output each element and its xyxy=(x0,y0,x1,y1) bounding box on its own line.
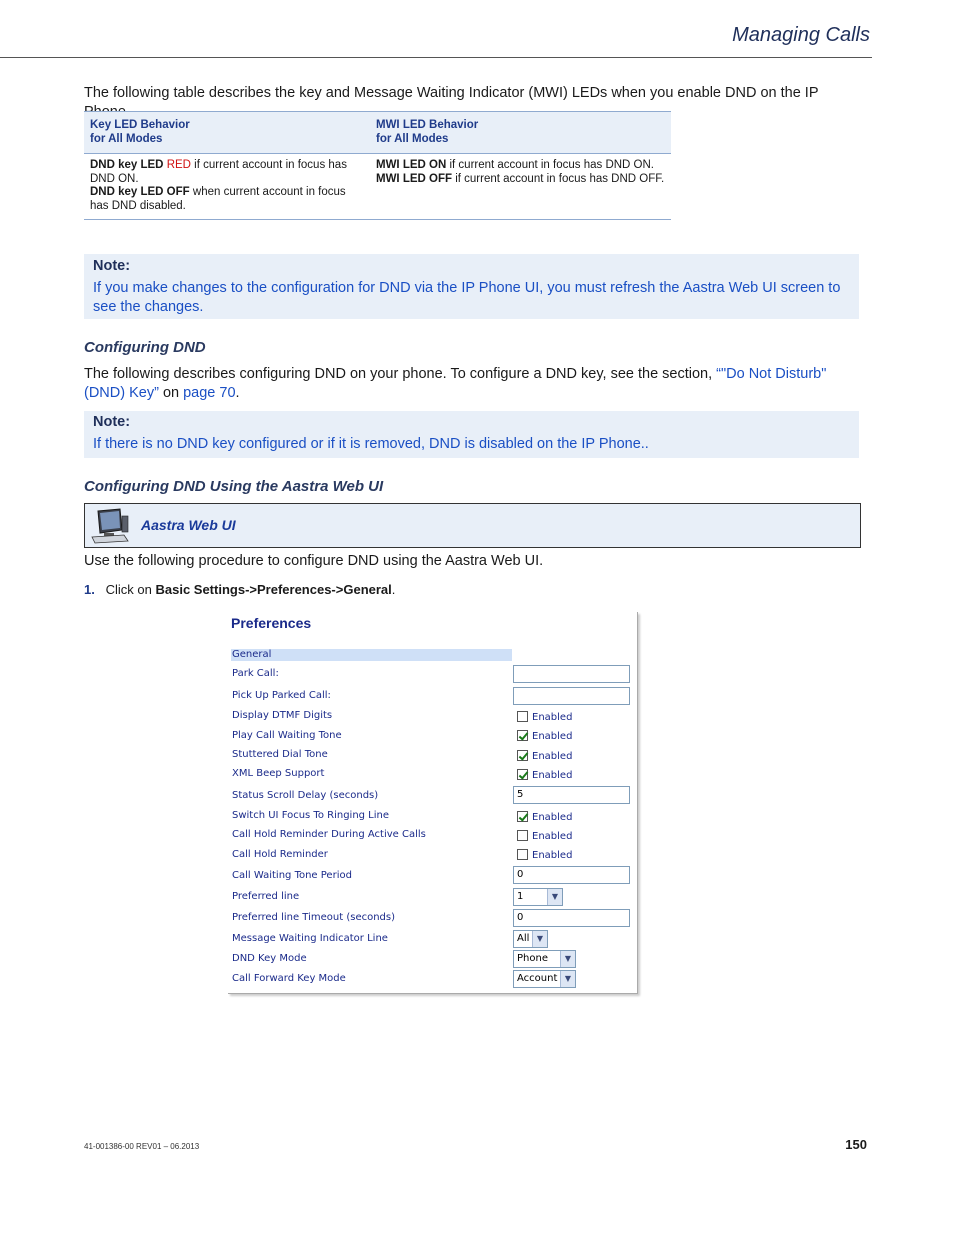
header-text: Key LED Behavior xyxy=(90,119,190,131)
enabled-label: Enabled xyxy=(532,770,573,781)
play-call-waiting-tone-option xyxy=(517,730,572,742)
table-cell-mwi-led xyxy=(370,154,671,220)
intro-paragraph: The following table describes the key and Message Waiting Indicator (MWI) LEDs when you enable DND on the IP xyxy=(84,85,819,101)
para-text: on xyxy=(158,385,184,401)
display-dtmf-digits-checkbox[interactable] xyxy=(517,711,528,722)
dnd-key-mode-label: DND Key Mode xyxy=(232,953,307,964)
general-section-header: General xyxy=(231,649,512,661)
para-text: The following describes configuring DND on your phone. To configure a DND key, see the section, xyxy=(84,366,717,382)
cell-text: if current account in focus has DND OFF. xyxy=(452,172,665,185)
section-heading-configuring-dnd: Configuring DND xyxy=(84,339,206,356)
display-dtmf-digits-option xyxy=(517,711,572,723)
mwi-line-label: Message Waiting Indicator Line xyxy=(232,933,388,944)
chevron-down-icon: ▼ xyxy=(560,951,575,967)
play-call-waiting-tone-label: Play Call Waiting Tone xyxy=(232,730,342,741)
cell-text: when current account in focus has DND disabled. xyxy=(90,186,346,212)
computer-monitor-icon xyxy=(90,508,130,544)
pick-up-parked-call-input[interactable] xyxy=(513,687,630,705)
cell-text: if current account in focus has DND ON. xyxy=(446,159,654,171)
xml-beep-support-checkbox[interactable] xyxy=(517,769,528,780)
table-cell-key-led xyxy=(84,154,370,220)
call-forward-key-mode-select[interactable] xyxy=(513,970,576,988)
note-text: If you make changes to the configuration for DND via the IP Phone UI, you must refresh the Aastra Web UI screen to see the changes. xyxy=(93,280,841,315)
preferences-title: Preferences xyxy=(231,615,312,631)
mwi-line-select[interactable] xyxy=(513,930,548,948)
chevron-down-icon: ▼ xyxy=(532,931,547,947)
page-header-title: Managing Calls xyxy=(732,24,870,46)
step-1 xyxy=(84,582,395,597)
call-hold-reminder-label: Call Hold Reminder xyxy=(232,849,328,860)
select-value: All xyxy=(517,933,530,944)
table-header-mwi-led xyxy=(370,112,671,154)
note-title: Note: xyxy=(93,258,131,274)
preferred-line-timeout-input[interactable]: 0 xyxy=(513,909,630,927)
preferred-line-select[interactable] xyxy=(513,888,563,906)
park-call-input[interactable] xyxy=(513,665,630,683)
configuring-dnd-paragraph xyxy=(84,365,868,403)
stuttered-dial-tone-option xyxy=(517,750,572,762)
cell-bold-text: DND key LED OFF xyxy=(90,186,190,198)
select-value: Phone xyxy=(517,953,548,964)
enabled-label: Enabled xyxy=(532,812,573,823)
note-box-no-dnd-key xyxy=(84,411,859,458)
cell-bold-text: MWI LED OFF xyxy=(376,172,453,185)
cell-text: if current account in focus has DND ON. xyxy=(90,159,347,185)
call-hold-reminder-option xyxy=(517,849,572,861)
enabled-label: Enabled xyxy=(532,831,573,842)
procedure-paragraph: Use the following procedure to configure DND using the Aastra Web UI. xyxy=(84,553,544,569)
select-value: 1 xyxy=(517,891,524,902)
enabled-label: Enabled xyxy=(532,850,573,861)
status-scroll-delay-input[interactable]: 5 xyxy=(513,786,630,804)
step-number: 1. xyxy=(84,582,95,597)
enabled-label: Enabled xyxy=(532,731,573,742)
dnd-key-mode-select[interactable] xyxy=(513,950,576,968)
dnd-key-section-link[interactable]: “"Do Not Disturb" (DND) Key” xyxy=(84,366,827,401)
table-header-key-led xyxy=(84,112,370,154)
step-text: Click on xyxy=(105,582,156,597)
status-scroll-delay-label: Status Scroll Delay (seconds) xyxy=(232,790,379,801)
step-text: . xyxy=(391,582,396,597)
header-text: for All Modes xyxy=(376,132,449,145)
call-forward-key-mode-label: Call Forward Key Mode xyxy=(232,973,346,984)
para-text: . xyxy=(235,385,240,401)
header-text: MWI LED Behavior xyxy=(376,119,479,131)
chevron-down-icon: ▼ xyxy=(547,889,562,905)
step-menu-path: Basic Settings->Preferences->General xyxy=(155,582,392,597)
stuttered-dial-tone-label: Stuttered Dial Tone xyxy=(232,749,328,760)
chevron-down-icon: ▼ xyxy=(560,971,575,987)
call-hold-reminder-active-label: Call Hold Reminder During Active Calls xyxy=(232,829,426,840)
aastra-web-ui-label: Aastra Web UI xyxy=(141,517,236,533)
preferred-line-timeout-label: Preferred line Timeout (seconds) xyxy=(232,912,396,923)
enabled-label: Enabled xyxy=(532,751,573,762)
preferred-line-label: Preferred line xyxy=(232,891,300,902)
cell-red-text: RED xyxy=(166,159,191,171)
call-hold-reminder-active-checkbox[interactable] xyxy=(517,830,528,841)
switch-ui-focus-checkbox[interactable] xyxy=(517,811,528,822)
call-waiting-tone-period-label: Call Waiting Tone Period xyxy=(232,870,352,881)
note-text: If there is no DND key configured or if it is removed, DND is disabled on the IP Phone.. xyxy=(93,436,649,452)
note-title: Note: xyxy=(93,414,131,430)
call-hold-reminder-active-option xyxy=(517,830,572,842)
footer-document-id: 41-001386-00 REV01 – 06.2013 xyxy=(84,1142,200,1151)
aastra-web-ui-box xyxy=(84,503,861,548)
table-row xyxy=(84,154,671,220)
table-header-row xyxy=(84,112,671,154)
xml-beep-support-option xyxy=(517,769,572,781)
page-70-link[interactable]: page 70 xyxy=(183,385,236,401)
header-text: for All Modes xyxy=(90,132,163,145)
cell-bold-text: DND key LED xyxy=(90,159,167,171)
section-heading-web-ui: Configuring DND Using the Aastra Web UI xyxy=(84,478,384,495)
enabled-label: Enabled xyxy=(532,712,573,723)
play-call-waiting-tone-checkbox[interactable] xyxy=(517,730,528,741)
display-dtmf-digits-label: Display DTMF Digits xyxy=(232,710,333,721)
switch-ui-focus-label: Switch UI Focus To Ringing Line xyxy=(232,810,390,821)
stuttered-dial-tone-checkbox[interactable] xyxy=(517,750,528,761)
led-behavior-table xyxy=(84,111,671,220)
xml-beep-support-label: XML Beep Support xyxy=(232,768,325,779)
preferences-screenshot xyxy=(228,612,638,994)
call-waiting-tone-period-input[interactable]: 0 xyxy=(513,866,630,884)
cell-bold-text: MWI LED ON xyxy=(376,159,447,171)
park-call-label: Park Call: xyxy=(232,668,279,679)
call-hold-reminder-checkbox[interactable] xyxy=(517,849,528,860)
switch-ui-focus-option xyxy=(517,811,572,823)
select-value: Account xyxy=(517,973,558,984)
pick-up-parked-call-label: Pick Up Parked Call: xyxy=(232,690,331,701)
note-box-refresh xyxy=(84,254,859,319)
footer-page-number: 150 xyxy=(845,1137,867,1152)
header-rule xyxy=(0,57,872,58)
